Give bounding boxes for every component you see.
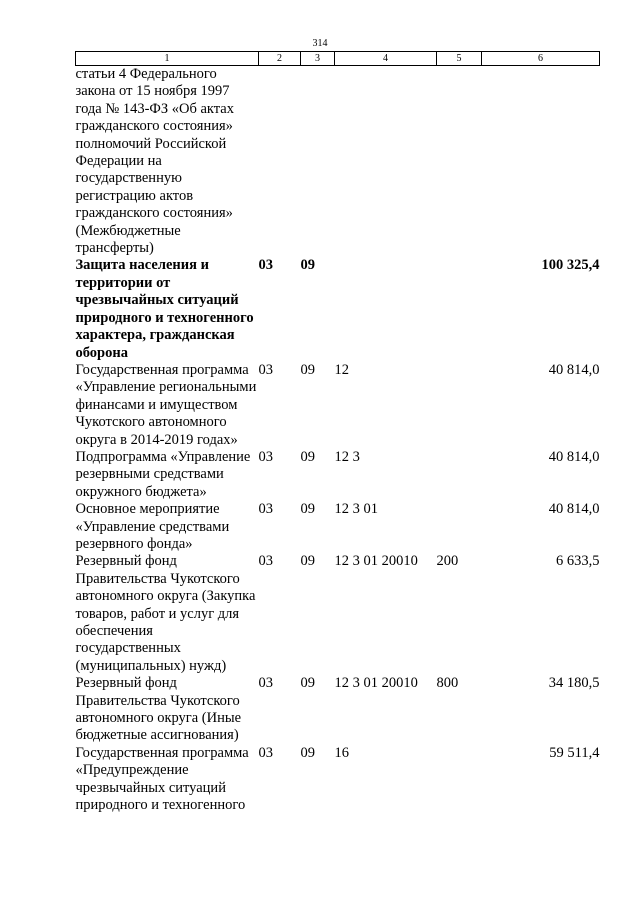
- row-target-article-cell: 16: [334, 744, 349, 761]
- row-name-cell: Подпрограмма «Управление резервными средствами окружного бюджета»: [75, 448, 251, 500]
- column-header: 4: [335, 52, 437, 66]
- row-section-cell: 03: [258, 553, 273, 570]
- row-amount-cell: 6 633,5: [556, 553, 600, 570]
- page-number: 314: [312, 38, 328, 49]
- column-header: 1: [76, 52, 259, 66]
- row-amount-cell: 40 814,0: [548, 501, 600, 518]
- row-expense-type-cell: [437, 449, 482, 501]
- row-expense-type-cell: 200: [436, 553, 459, 570]
- row-name-cell: Защита населения и территории от чрезвычайных ситуаций природного и техногенного характера, гражданская оборона: [75, 257, 254, 361]
- table-header-row: [76, 52, 600, 66]
- row-subsection-cell: [301, 66, 335, 258]
- row-target-article-cell: 12 3 01 20010: [334, 675, 418, 692]
- row-target-article-cell: 12 3 01 20010: [334, 553, 418, 570]
- row-section-cell: 03: [258, 361, 273, 378]
- row-amount-cell: 59 511,4: [549, 744, 600, 761]
- row-expense-type-cell: [437, 66, 482, 258]
- row-name-cell: Резервный фонд Правительства Чукотского автономного округа (Закупка товаров, работ и услуг для обеспечения государственных (муниципальных) нужд): [75, 553, 256, 674]
- row-amount-cell: 34 180,5: [548, 675, 600, 692]
- row-name-cell: Государственная программа «Управление региональными финансами и имуществом Чукотского автономного округа в 2014-2019 годах»: [75, 361, 257, 448]
- column-header: 5: [437, 52, 482, 66]
- table-row: [76, 553, 600, 675]
- row-section-cell: 03: [258, 744, 273, 761]
- row-name-cell: Основное мероприятие «Управление средствами резервного фонда»: [75, 501, 230, 552]
- row-name-cell: Государственная программа «Предупреждение чрезвычайных ситуаций природного и техногенного: [75, 744, 249, 814]
- table-row: [76, 675, 600, 745]
- row-amount-cell: 40 814,0: [548, 448, 600, 465]
- row-target-article-cell: 12: [334, 361, 349, 378]
- row-expense-type-cell: [437, 257, 482, 361]
- row-subsection-cell: 09: [300, 448, 315, 465]
- table-row: [76, 362, 600, 449]
- row-section-cell: 03: [258, 257, 273, 274]
- table-row: [76, 745, 600, 815]
- table-row: [76, 66, 600, 258]
- row-target-article-cell: 12 3 01: [334, 501, 378, 518]
- row-name-cell: статьи 4 Федерального закона от 15 ноября 1997 года № 143-ФЗ «Об актах гражданского состояния» полномочий Российской Федерации на государственную регистрацию актов гражданского состояния» (Межбюджетные трансферты): [75, 66, 234, 257]
- row-amount-cell: 100 325,4: [541, 257, 600, 274]
- table-row: [76, 257, 600, 361]
- row-amount-cell: 40 814,0: [548, 361, 600, 378]
- row-expense-type-cell: [437, 501, 482, 553]
- column-header: 3: [301, 52, 335, 66]
- budget-table: [75, 51, 600, 814]
- row-subsection-cell: 09: [300, 553, 315, 570]
- row-expense-type-cell: 800: [436, 675, 459, 692]
- column-header: 2: [259, 52, 301, 66]
- row-target-article-cell: [335, 66, 437, 258]
- row-target-article-cell: 12 3: [334, 448, 360, 465]
- row-subsection-cell: 09: [300, 501, 315, 518]
- table-row: [76, 449, 600, 501]
- row-subsection-cell: 09: [300, 257, 315, 274]
- row-amount-cell: [482, 66, 600, 258]
- row-subsection-cell: 09: [300, 361, 315, 378]
- row-target-article-cell: [335, 257, 437, 361]
- row-subsection-cell: 09: [300, 675, 315, 692]
- row-expense-type-cell: [437, 745, 482, 815]
- row-section-cell: 03: [258, 675, 273, 692]
- row-name-cell: Резервный фонд Правительства Чукотского автономного округа (Иные бюджетные ассигнования): [75, 675, 242, 744]
- column-header: 6: [482, 52, 600, 66]
- row-section-cell: 03: [258, 448, 273, 465]
- row-expense-type-cell: [437, 362, 482, 449]
- row-section-cell: [259, 66, 301, 258]
- row-section-cell: 03: [258, 501, 273, 518]
- row-subsection-cell: 09: [300, 744, 315, 761]
- table-row: [76, 501, 600, 553]
